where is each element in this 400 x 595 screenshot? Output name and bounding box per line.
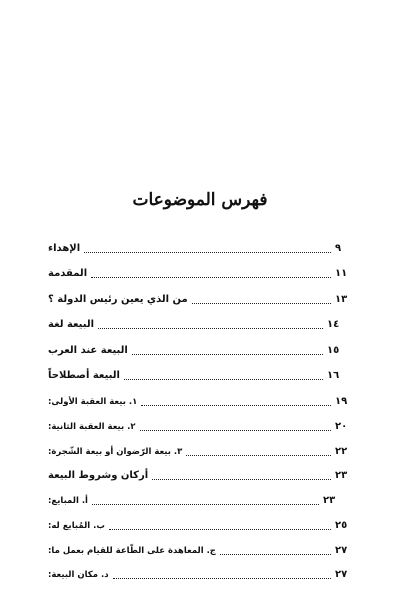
dot-leader (220, 553, 331, 555)
toc-entry-label: البيعة لغة (48, 319, 95, 330)
toc-entry-page: ٢٥ (335, 520, 348, 531)
toc-entry-page: ٢٧ (335, 545, 348, 556)
toc-entry[interactable] (48, 467, 353, 483)
dot-leader (192, 302, 331, 304)
toc-entry-page: ١٥ (327, 345, 340, 356)
toc-entry-page: ٢٢ (335, 446, 348, 457)
toc-entry-label: د. مكان البيعة: (48, 570, 109, 580)
toc-entry-page: ١١ (335, 268, 348, 279)
toc-entry[interactable] (48, 542, 353, 558)
toc-entry[interactable] (48, 367, 345, 383)
toc-entry[interactable] (48, 240, 353, 256)
toc-entry-label: ج. المعاهدة على الطّاعة للقيام بعمل ما: (48, 546, 216, 556)
toc-entry-label: ٣. بيعة الرّضوان أو بيعة الشّجرة: (48, 447, 183, 457)
toc-entry[interactable] (48, 418, 353, 434)
toc-entry-page: ٢٧ (335, 569, 348, 580)
dot-leader (140, 429, 331, 431)
toc-entry-label: أ. المبايع: (48, 496, 88, 506)
dot-leader (92, 503, 319, 505)
toc-entry-label: ب. المُبايع له: (48, 521, 105, 531)
dot-leader (152, 478, 331, 480)
toc-entry-page: ٢٣ (323, 495, 336, 506)
toc-entry[interactable] (48, 393, 353, 409)
toc-entry-label: ٢. بيعة العقبة الثانية: (48, 422, 136, 432)
toc-entry[interactable] (48, 517, 353, 533)
dot-leader (91, 276, 331, 278)
toc-entry-page: ١٤ (327, 319, 340, 330)
toc-entry-label: ١. بيعة العقبة الأولى: (48, 397, 138, 407)
dot-leader (186, 454, 331, 456)
toc-entry[interactable] (48, 443, 353, 459)
toc-entry[interactable] (48, 316, 345, 332)
toc-entry-label: من الذي يعين رئيس الدولة ؟ (48, 294, 188, 305)
toc-entry[interactable] (48, 291, 353, 307)
toc-entry-label: المقدمة (48, 268, 88, 279)
toc-entry-label: البيعة عند العرب (48, 345, 128, 356)
toc-entry-label: أركان وشروط البيعة (48, 470, 149, 481)
toc-entry[interactable] (48, 342, 345, 358)
dot-leader (141, 404, 331, 406)
toc-entry-page: ٢٠ (335, 421, 348, 432)
dot-leader (84, 251, 331, 253)
toc-entry-page: ١٩ (335, 396, 348, 407)
toc-entry[interactable] (48, 492, 341, 508)
dot-leader (113, 577, 331, 579)
toc-entry[interactable] (48, 265, 353, 281)
toc-entry-page: ١٣ (335, 294, 348, 305)
dot-leader (132, 353, 323, 355)
dot-leader (124, 378, 323, 380)
toc-entry-page: ٢٣ (335, 470, 348, 481)
page-title: فهرس الموضوعات (132, 190, 268, 210)
toc-entry-page: ١٦ (327, 370, 340, 381)
toc-entry-page: ٩ (335, 243, 342, 254)
toc-entry[interactable] (48, 566, 353, 582)
dot-leader (98, 327, 323, 329)
dot-leader (109, 528, 331, 530)
toc-entry-label: الإهداء (48, 243, 81, 254)
toc-entry-label: البيعة أصطلاحاً (48, 370, 120, 381)
